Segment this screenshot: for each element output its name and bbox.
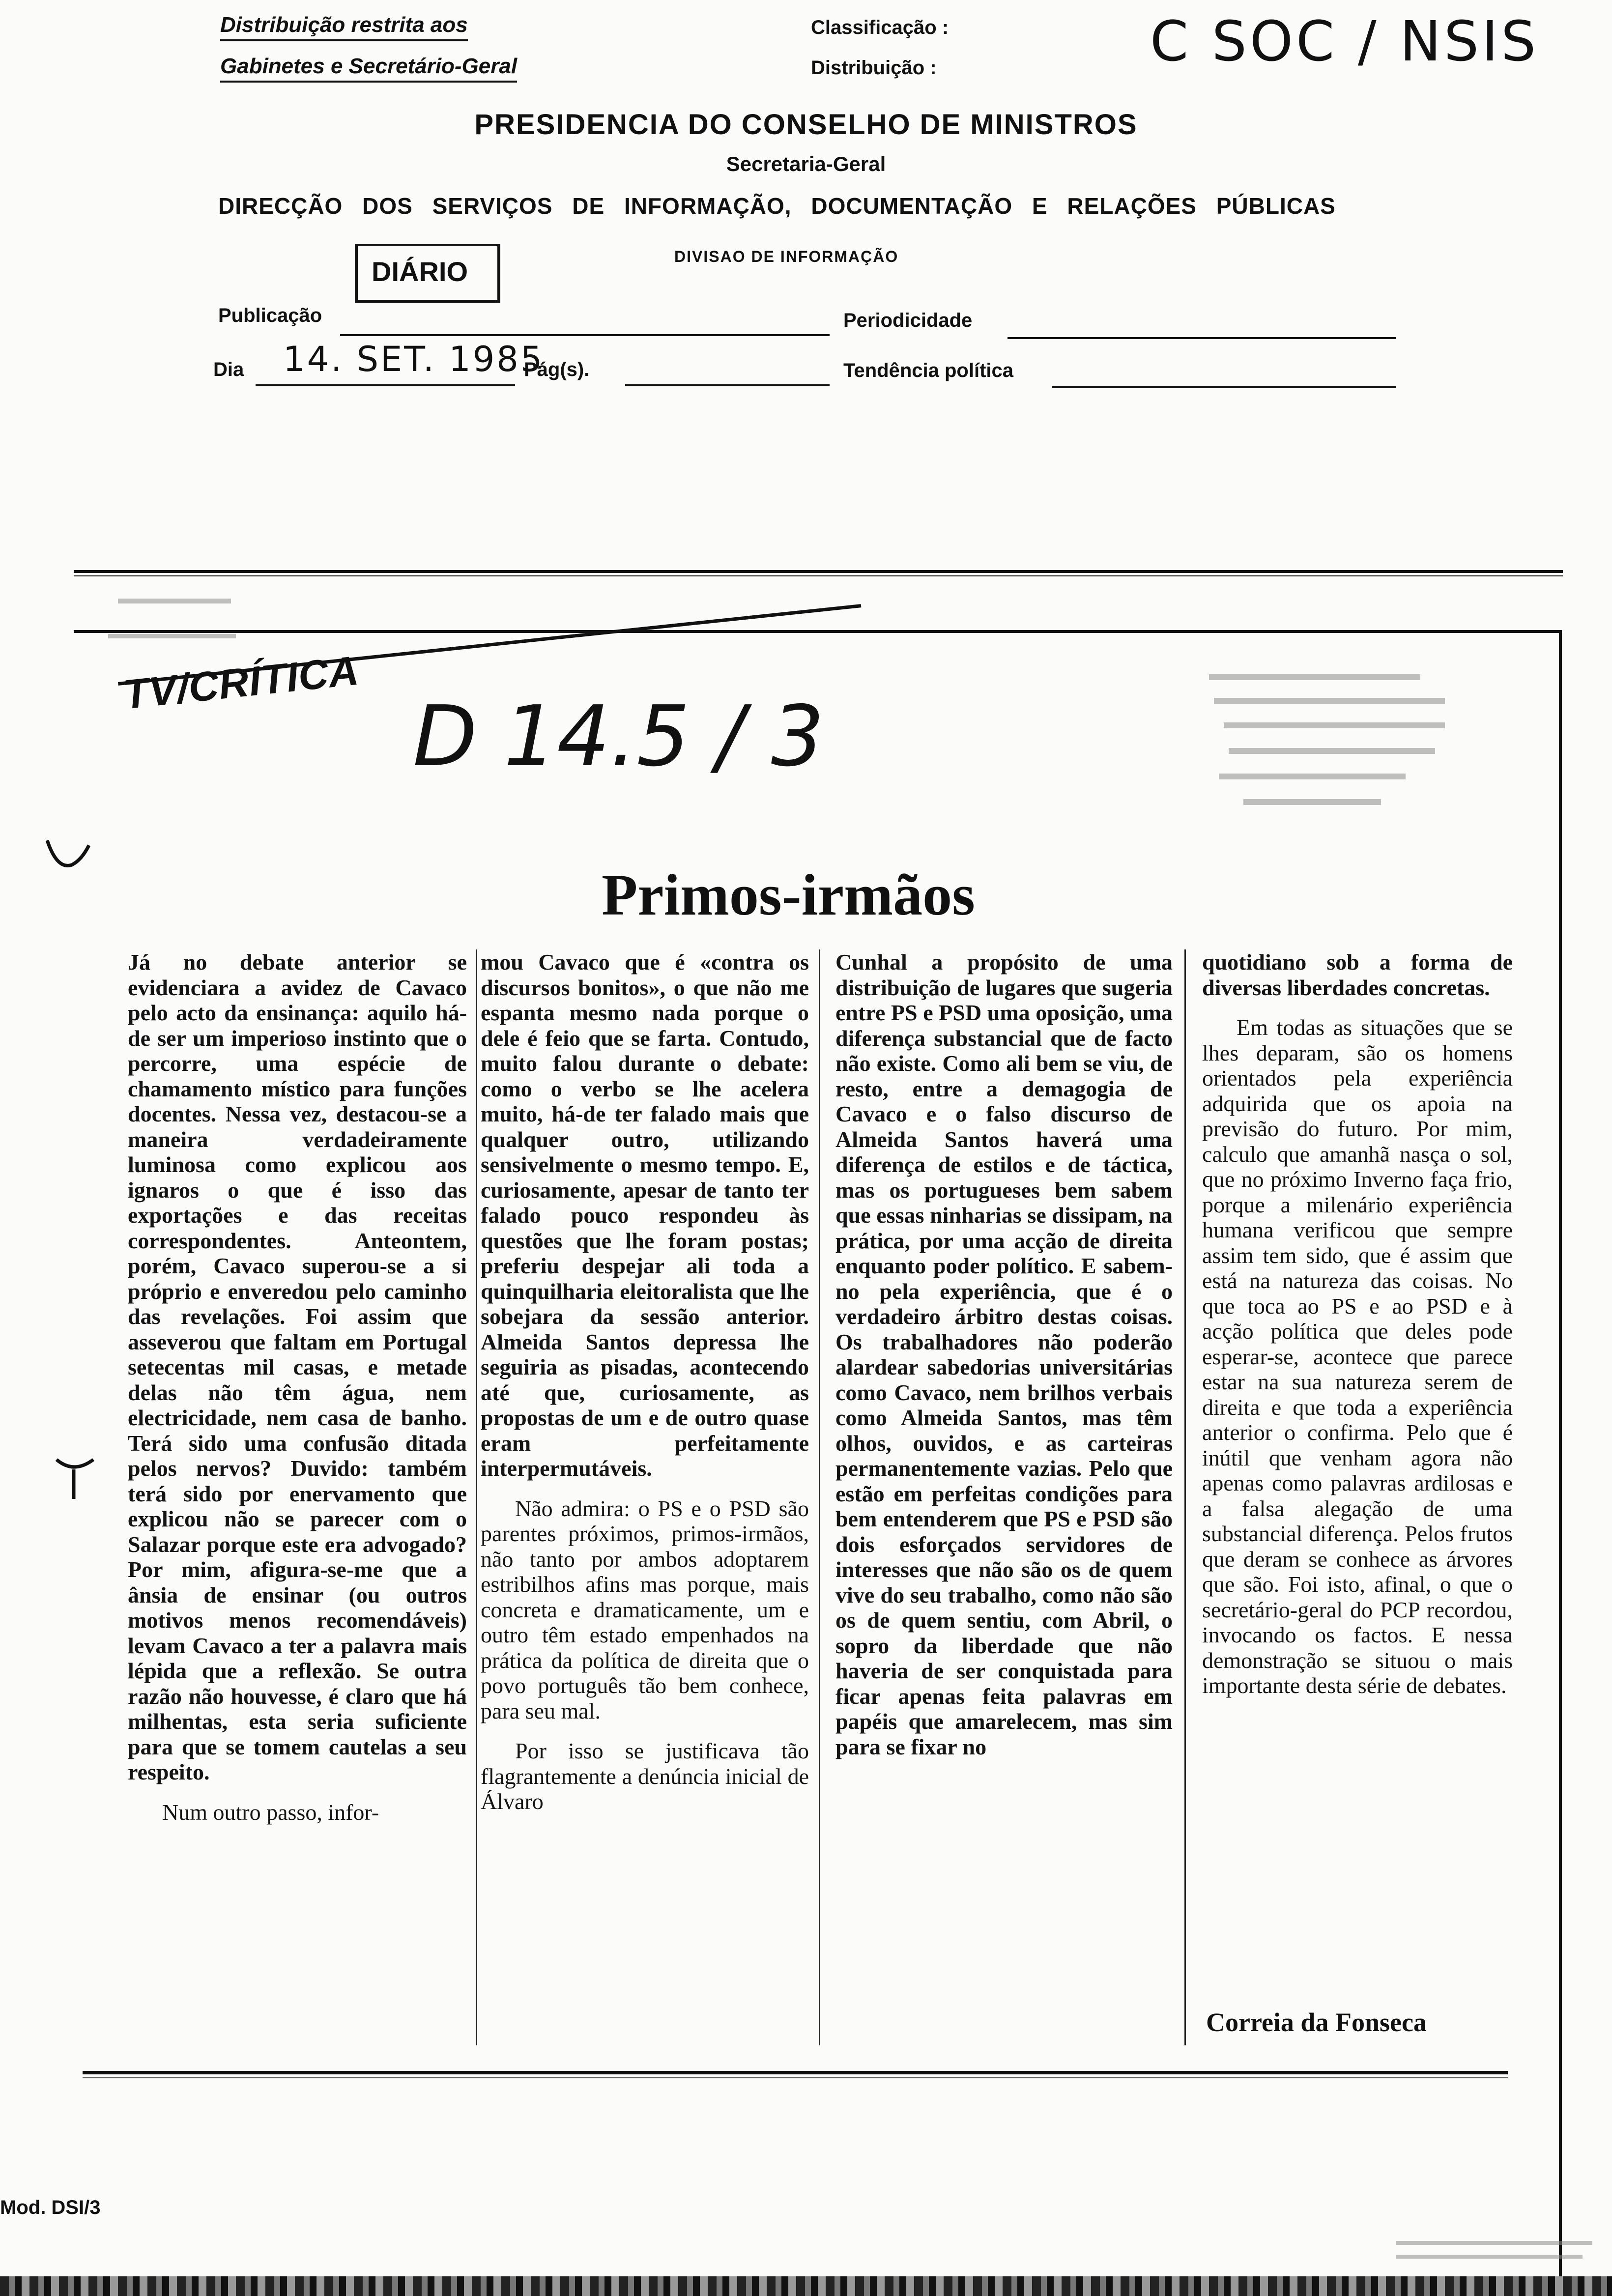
periodicity-fill-line xyxy=(1008,337,1396,339)
secretariat-title: Secretaria-Geral xyxy=(726,152,886,175)
scan-noise xyxy=(1209,674,1420,680)
column-rule xyxy=(476,949,477,2045)
scan-noise xyxy=(1219,774,1406,779)
day-label: Dia xyxy=(213,359,244,380)
article-column-2 xyxy=(481,949,809,1814)
clipping-bottom-rule xyxy=(83,2071,1508,2074)
day-fill-line xyxy=(256,384,515,386)
article-paragraph: Cunhal a propósito de uma distribuição de lugares que sugeria entre PS e PSD uma oposição, uma diferença substancial que de facto não existe. Como ali bem se viu, de resto, entre a demagogia de Cavaco e o falso discurso de Almeida Santos haverá uma diferença de estilos e de táctica, mas os portugueses bem sabem que essas ninharias se dissipam, na prática, por uma acção de direita enquanto poder político. E sabem-no pela experiência, que é o verdadeiro árbitro destas coisas. Os trabalhadores não poderão alardear sabedorias universitárias como Cavaco, nem brilhos verbais como Almeida Santos, mas têm olhos, ouvidos, e as carteiras permanentemente vazias. Pelo que estão em perfeitas condições para bem entenderem que PS e PSD são dois esforçados servidores de interesses que não são os de quem vive do seu trabalho, como não são os de quem sentiu, com Abril, o sopro da liberdade que não haveria de ser conquistada para ficar apenas feita palavras em papéis que amarelecem, mas sim para se fixar no xyxy=(835,949,1173,1759)
article-paragraph: Num outro passo, infor- xyxy=(162,1799,379,1825)
article-column-4 xyxy=(1202,949,1513,1698)
article-headline: Primos-irmãos xyxy=(602,862,975,927)
scan-bottom-edge xyxy=(0,2276,1612,2296)
article-column-3 xyxy=(835,949,1173,1759)
scan-noise xyxy=(1214,698,1445,704)
article-paragraph: Por isso se justificava tão flagrantemente a denúncia inicial de Álvaro xyxy=(481,1738,809,1814)
column-rule xyxy=(819,949,820,2045)
division-title: DIVISAO DE INFORMAÇÃO xyxy=(674,248,899,265)
publication-stamp-text: DIÁRIO xyxy=(372,256,468,287)
distribution-label: Distribuição : xyxy=(811,57,937,79)
clipping-top-rule-thin xyxy=(74,575,1563,576)
article-column-1 xyxy=(128,949,467,1825)
article-paragraph: Em todas as situações que se lhes deparam, são os homens orientados pela experiência adquirida que os apoia na previsão do futuro. Por mim, calculo que amanhã nasça o sol, que no próximo Inverno faça frio, porque a milenário experiência humana verificou que sempre assim tem sido, que é assim que está na natureza das coisas. No que toca ao PS e ao PSD e à acção política que deles pode esperar-se, acontece que parece estar na sua natureza serem de direita e que toda a experiência anterior o confirma. Pelo que é inútil que venham agora não apenas como palavras ardilosas e a falsa alegação de uma substancial diferença. Pelos frutos que deram se conhece as árvores que são. Foi isto, afinal, o que o secretário-geral do PCP recordou, invocando os factos. E nessa demonstração se situou o mais importante desta série de debates. xyxy=(1202,1015,1513,1698)
article-paragraph: Não admira: o PS e o PSD são parentes próximos, primos-irmãos, não tanto por ambos adoptarem estribilhos afins mas porque, mais concreta e dramaticamente, um e outro têm estado empenhados na prática da política de direita que o povo português tão bem conhece, para seu mal. xyxy=(481,1495,809,1723)
scan-noise xyxy=(1224,722,1445,728)
pages-fill-line xyxy=(625,384,830,386)
column-rule xyxy=(1184,949,1186,2045)
tendency-label: Tendência política xyxy=(843,360,1013,381)
scan-noise xyxy=(108,634,236,638)
scan-noise xyxy=(1229,748,1435,754)
scan-noise xyxy=(1396,2241,1592,2245)
section-tag: TV/CRÍTICA xyxy=(121,647,361,718)
organization-title: PRESIDENCIA DO CONSELHO DE MINISTROS xyxy=(474,109,1138,141)
article-paragraph: Já no debate anterior se evidenciara a avidez de Cavaco pelo acto da ensinança: aquilo há-de ser um imperioso instinto que o percorre, uma espécie de chamamento místico para funções docentes. Nessa vez, destacou-se a maneira verdadeiramente luminosa como explicou aos ignaros o que é isso das exportações e das receitas correspondentes. Anteontem, porém, Cavaco superou-se a si próprio e enveredou pelo caminho das revelações. Foi assim que asseverou que faltam em Portugal setecentas mil casas, e metade delas não têm água, nem electricidade, nem casa de banho. Terá sido uma confusão ditada pelos nervos? Duvido: também terá sido por enervamento que explicou não se parecer com o Salazar porque este era advogado? Por mim, afigura-se-me que a ânsia de ensinar (ou outros motivos menos recomendáveis) levam Cavaco a ter a palavra mais lépida que a reflexão. Se outra razão não houvesse, é claro que há milhentas, esta seria suficiente para que se tomem cautelas a seu respeito. xyxy=(128,949,467,1784)
scan-noise xyxy=(118,599,231,603)
clipping-top-rule xyxy=(74,570,1563,573)
scan-noise xyxy=(1243,799,1381,805)
pages-label: Pág(s). xyxy=(524,359,590,380)
handwritten-note: D 14.5 / 3 xyxy=(413,688,824,785)
handwritten-archive-code: C SOC / NSIS xyxy=(1150,10,1539,74)
tendency-fill-line xyxy=(1052,386,1396,388)
classification-label: Classificação : xyxy=(811,17,949,38)
distribution-note-line1: Distribuição restrita aos xyxy=(220,13,468,41)
article-paragraph: quotidiano sob a forma de diversas liberdades concretas. xyxy=(1202,949,1513,1000)
form-code: Mod. DSI/3 xyxy=(0,2197,101,2218)
distribution-note-line2: Gabinetes e Secretário-Geral xyxy=(220,54,517,83)
article-paragraph: mou Cavaco que é «contra os discursos bonitos», o que não me espanta mesmo nada porque o dele é feio que se farta. Contudo, muito falou durante o debate: como o verbo se lhe acelera muito, há-de ter falado mais que qualquer outro, utilizando sensivelmente o mesmo tempo. E, curiosamente, apesar de tanto ter falado pouco respondeu às questões que lhe foram postas; preferiu despejar ali toda a quinquilharia eleitoralista que lhe sobejara da sessão anterior. Almeida Santos depressa lhe seguiria as pisadas, acontecendo até que, curiosamente, as propostas de um e de outro quase eram perfeitamente interpermutáveis. xyxy=(481,949,809,1481)
margin-bracket-mark xyxy=(49,1450,103,1504)
day-value-handwritten: 14. SET. 1985 xyxy=(283,339,545,379)
clipping-bottom-rule-thin xyxy=(83,2077,1508,2078)
article-byline: Correia da Fonseca xyxy=(1206,2008,1427,2037)
publication-label: Publicação xyxy=(218,305,322,326)
publication-fill-line xyxy=(340,334,830,336)
publication-stamp-box xyxy=(355,244,500,303)
scan-noise xyxy=(1396,2255,1583,2259)
directorate-title: DIRECÇÃO DOS SERVIÇOS DE INFORMAÇÃO, DOCUMENTAÇÃO E RELAÇÕES PÚBLICAS xyxy=(218,193,1336,219)
margin-check-mark xyxy=(42,831,101,885)
periodicity-label: Periodicidade xyxy=(843,310,973,331)
